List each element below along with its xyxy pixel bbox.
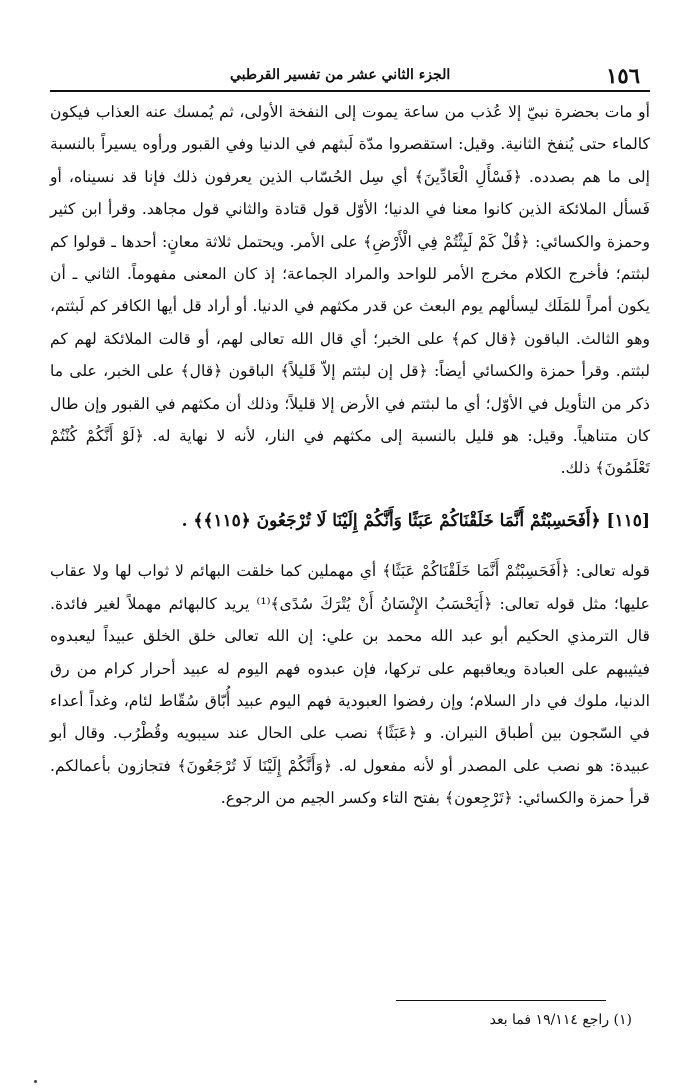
body-text	[50, 96, 650, 815]
verse-number: [١١٥]	[606, 510, 650, 531]
page-number: ١٥٦	[606, 62, 640, 88]
page-header	[50, 60, 650, 92]
running-title: الجزء الثاني عشر من تفسير القرطبي	[230, 67, 451, 83]
verse-heading	[50, 505, 650, 537]
scan-speck	[34, 1080, 37, 1083]
footnote-separator	[396, 1000, 606, 1001]
verse-text: ﴿أَفَحَسِبْتُمْ أَنَّمَا خَلَقْنَاكُمْ عَبَثًا وَأَنَّكُمْ إِلَيْنَا لَا تُرْجَعُونَ ﴿١١٥﴾﴾ .	[181, 510, 601, 531]
footnote: (١) راجع ١٩/١١٤ فما بعد	[489, 1012, 632, 1028]
paragraph-1: أو مات بحضرة نبيّ إلا عُذب من ساعة يموت إلى النفخة الأولى، ثم يُمسك عنه العذاب فيكون كالماء حتى يُنفخ الثانية. وقيل: استقصروا مدّة لَبثهم في الدنيا وفي القبور ورأوه يسيراً بالنسبة إلى ما هم بصدده. ﴿فَسْأَلِ الْعَادِّينَ﴾ أي سِل الحُسّاب الذين يعرفون ذلك فإنا قد نسيناه، أو فَسأل الملائكة الذين كانوا معنا في الدنيا؛ الأوّل قول قتادة والثاني قول مجاهد. وقرأ ابن كثير وحمزة والكسائي: ﴿قُلْ كَمْ لَبِثْتُمْ فِي الْأَرْضِ﴾ على الأمر. ويحتمل ثلاثة معانٍ: أحدها ـ قولوا كم لبثتم؛ فأخرج الكلام مخرج الأمر للواحد والمراد الجماعة؛ إذ كان المعنى مفهوماً. الثاني ـ أن يكون أمراً للمَلَك ليسألهم يوم البعث عن قدر مكثهم في الدنيا. أو أراد قل أيها الكافر كم لَبثتم، وهو الثالث. الباقون ﴿قال كم﴾ على الخبر؛ أي قال الله تعالى لهم، أو قالت الملائكة لهم كم لبثتم. وقرأ حمزة والكسائي أيضاً: ﴿قل إن لبثتم إلاّ قَليلاً﴾ الباقون ﴿قال﴾ على الخبر، على ما ذكر من التأويل في الأوّل؛ أي ما لبثتم في الأرض إلا قليلاً؛ وذلك أن مكثهم في القبور وإن طال كان متناهياً. وقيل: هو قليل بالنسبة إلى مكثهم في النار، لأنه لا نهاية له. ﴿لَوْ أَنَّكُمْ كُنْتُمْ تَعْلَمُونَ﴾ ذلك.	[50, 103, 650, 478]
paragraph-2: قوله تعالى: ﴿أَفَحَسِبْتُمْ أَنَّمَا خَلَقْنَاكُمْ عَبَثًا﴾ أي مهملين كما خلقت البهائم لا ثواب لها ولا عقاب عليها؛ مثل قوله تعالى: ﴿أَيَحْسَبُ الإِنْسَانُ أَنْ يُتْرَكَ سُدًى﴾⁽¹⁾ يريد كالبهائم مهملاً لغير فائدة. قال الترمذي الحكيم أبو عبد الله محمد بن علي: إن الله تعالى خلق الخلق عبيداً ليعبدوه فيثيبهم على العبادة ويعاقبهم على تركها، فإن عبدوه فهم اليوم له عبيد أحرار كرام من رق الدنيا، ملوك في دار السلام؛ وإن رفضوا العبودية فهم اليوم عبيد أُبّاق سُقّاط لئام، وغداً أعداء في السّجون بين أطباق النيران. و ﴿عَبَثًا﴾ نصب على الحال عند سيبويه وقُطْرُب. وقال أبو عبيدة: هو نصب على المصدر أو لأنه مفعول له. ﴿وَأَنَّكُمْ إِلَيْنَا لَا تُرْجَعُونَ﴾ فتجازون بأعمالكم. قرأ حمزة والكسائي: ﴿تَرْجِعون﴾ بفتح التاء وكسر الجيم من الرجوع.	[50, 562, 650, 808]
